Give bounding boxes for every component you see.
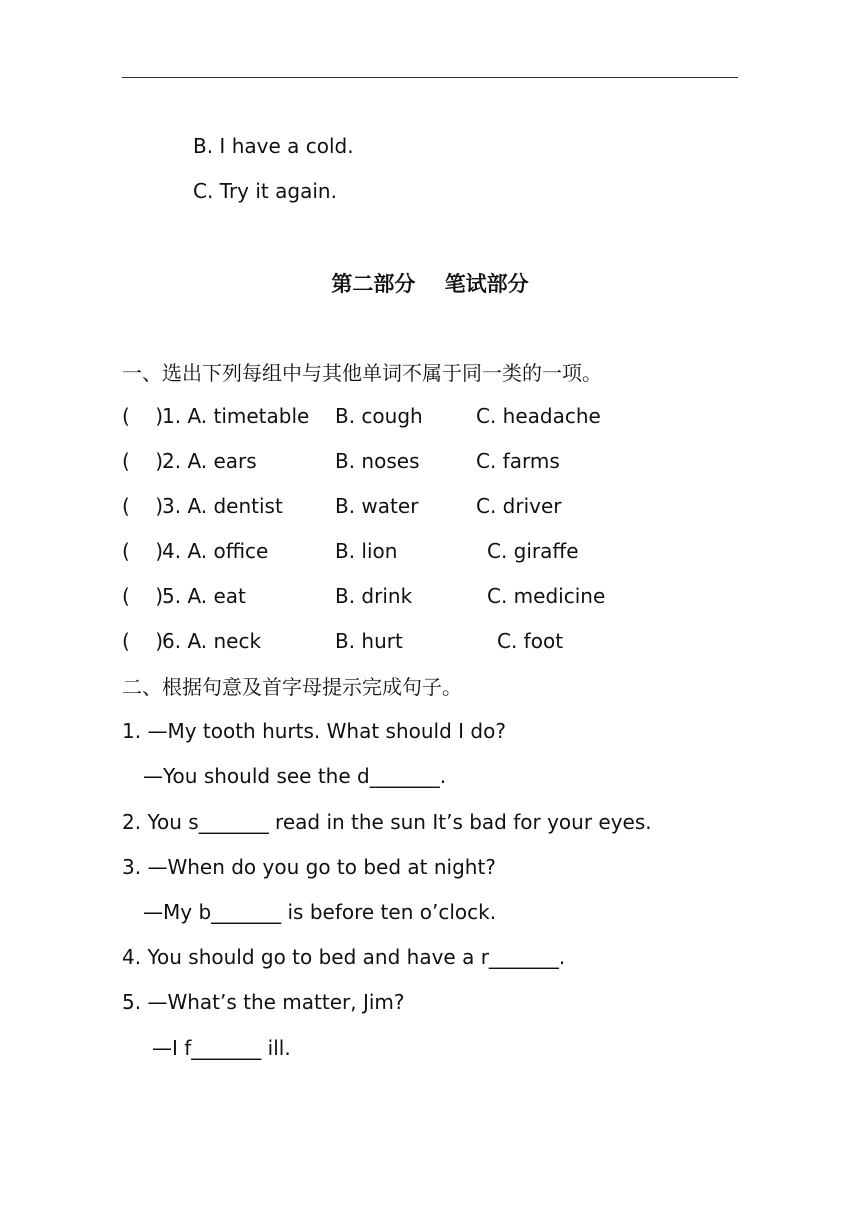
option-c: C. farms bbox=[476, 449, 560, 473]
question-row bbox=[122, 583, 742, 609]
question-row bbox=[122, 448, 742, 474]
sentence-line[interactable]: —My b_______ is before ten o’clock. bbox=[143, 900, 497, 924]
sentence-line[interactable]: —You should see the d_______. bbox=[143, 764, 447, 788]
question-row bbox=[122, 538, 742, 564]
option-c: C. Try it again. bbox=[193, 179, 337, 203]
option-a: 2. A. ears bbox=[162, 449, 257, 473]
option-c: C. driver bbox=[476, 494, 562, 518]
sentence-line[interactable]: 4. You should go to bed and have a r_______. bbox=[122, 945, 566, 969]
answer-blank[interactable]: ( ) bbox=[122, 494, 164, 518]
option-a: 4. A. office bbox=[162, 539, 269, 563]
option-b: B. noses bbox=[335, 449, 420, 473]
option-c: C. medicine bbox=[487, 584, 606, 608]
header-rule bbox=[122, 77, 738, 78]
option-c: C. foot bbox=[497, 629, 564, 653]
option-b: B. hurt bbox=[335, 629, 403, 653]
answer-blank[interactable]: ( ) bbox=[122, 449, 164, 473]
option-b: B. water bbox=[335, 494, 419, 518]
option-b: B. lion bbox=[335, 539, 398, 563]
question-row bbox=[122, 628, 742, 654]
option-a: 5. A. eat bbox=[162, 584, 246, 608]
answer-blank[interactable]: ( ) bbox=[122, 404, 164, 428]
option-b: B. I have a cold. bbox=[193, 134, 354, 158]
question-row bbox=[122, 493, 742, 519]
sentence-line: 3. —When do you go to bed at night? bbox=[122, 855, 496, 879]
sentence-line: 1. —My tooth hurts. What should I do? bbox=[122, 719, 506, 743]
option-b: B. cough bbox=[335, 404, 423, 428]
section-two-instruction: 二、根据句意及首字母提示完成句子。 bbox=[122, 675, 462, 699]
sentence-line[interactable]: 2. You s_______ read in the sun It’s bad for your eyes. bbox=[122, 810, 652, 834]
question-row bbox=[122, 403, 742, 429]
answer-blank[interactable]: ( ) bbox=[122, 539, 164, 563]
part-two-title: 第二部分 笔试部分 bbox=[331, 272, 529, 296]
answer-blank[interactable]: ( ) bbox=[122, 584, 164, 608]
option-a: 1. A. timetable bbox=[162, 404, 310, 428]
option-a: 3. A. dentist bbox=[162, 494, 283, 518]
sentence-line: 5. —What’s the matter, Jim? bbox=[122, 990, 405, 1014]
option-c: C. headache bbox=[476, 404, 601, 428]
option-b: B. drink bbox=[335, 584, 413, 608]
answer-blank[interactable]: ( ) bbox=[122, 629, 164, 653]
option-a: 6. A. neck bbox=[162, 629, 262, 653]
sentence-line[interactable]: —I f_______ ill. bbox=[152, 1036, 291, 1060]
section-one-instruction: 一、选出下列每组中与其他单词不属于同一类的一项。 bbox=[122, 361, 602, 385]
option-c: C. giraffe bbox=[487, 539, 579, 563]
